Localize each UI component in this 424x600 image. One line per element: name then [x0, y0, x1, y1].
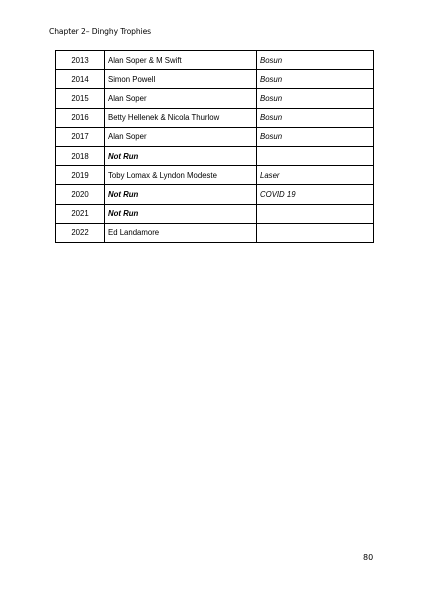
page-number: 80: [363, 553, 374, 562]
boat-cell: Bosun: [257, 70, 374, 89]
year-cell: 2019: [56, 166, 105, 185]
boat-cell: Laser: [257, 166, 374, 185]
table-body: [56, 51, 374, 243]
boat-cell: [257, 223, 374, 242]
winner-cell: Alan Soper: [105, 89, 257, 108]
boat-cell: Bosun: [257, 108, 374, 127]
boat-cell: [257, 146, 374, 165]
table-row: [56, 70, 374, 89]
winner-cell: Not Run: [105, 146, 257, 165]
year-cell: 2017: [56, 127, 105, 146]
boat-cell: Bosun: [257, 89, 374, 108]
year-cell: 2016: [56, 108, 105, 127]
winner-cell: Not Run: [105, 204, 257, 223]
table-row: [56, 89, 374, 108]
table-row: [56, 185, 374, 204]
trophy-winners-table: [55, 50, 374, 243]
table-row: [56, 146, 374, 165]
boat-cell: COVID 19: [257, 185, 374, 204]
boat-cell: Bosun: [257, 127, 374, 146]
table-row: [56, 204, 374, 223]
year-cell: 2018: [56, 146, 105, 165]
year-cell: 2014: [56, 70, 105, 89]
boat-cell: Bosun: [257, 51, 374, 70]
table-row: [56, 166, 374, 185]
table-row: [56, 127, 374, 146]
year-cell: 2013: [56, 51, 105, 70]
winner-cell: Alan Soper & M Swift: [105, 51, 257, 70]
table-row: [56, 223, 374, 242]
winner-cell: Toby Lomax & Lyndon Modeste: [105, 166, 257, 185]
winner-cell: Simon Powell: [105, 70, 257, 89]
boat-cell: [257, 204, 374, 223]
year-cell: 2015: [56, 89, 105, 108]
winner-cell: Not Run: [105, 185, 257, 204]
year-cell: 2022: [56, 223, 105, 242]
winner-cell: Ed Landamore: [105, 223, 257, 242]
year-cell: 2021: [56, 204, 105, 223]
winner-cell: Alan Soper: [105, 127, 257, 146]
table-row: [56, 108, 374, 127]
table-row: [56, 51, 374, 70]
year-cell: 2020: [56, 185, 105, 204]
winner-cell: Betty Hellenek & Nicola Thurlow: [105, 108, 257, 127]
running-header: Chapter 2– Dinghy Trophies: [49, 27, 152, 36]
